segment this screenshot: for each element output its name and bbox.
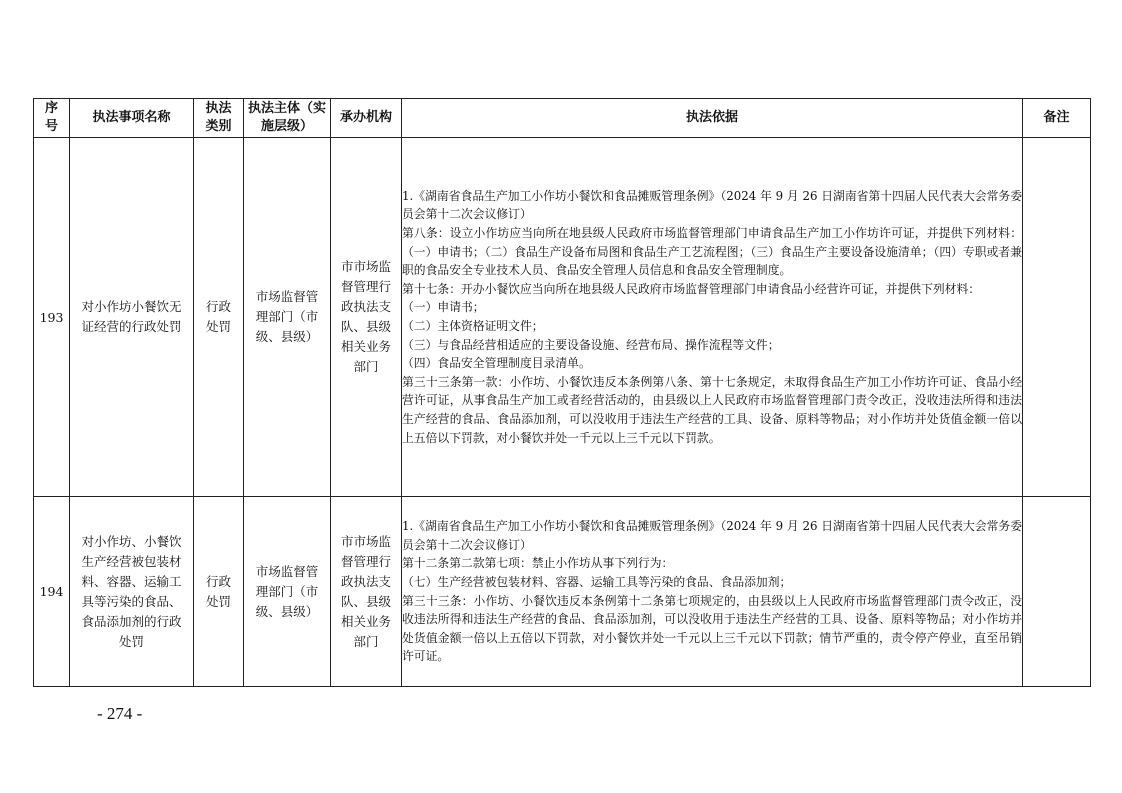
basis-line: 第八条：设立小作坊应当向所在地县级人民政府市场监督管理部门申请食品生产加工小作坊许可证，并提供下列材料：（一）申请书；（二）食品生产设备布局图和食品生产工艺流程图；（三）食品生产主要设备设施清单；（四）专职或者兼职的食品安全专业技术人员、食品安全管理人员信息和食品安全管理制度。	[402, 226, 1022, 278]
basis-line: （二）主体资格证明文件；	[402, 319, 544, 333]
row-basis	[402, 497, 1023, 687]
row-seq: 193	[34, 138, 70, 497]
header-org: 承办机构	[331, 99, 402, 138]
row-item-name: 对小作坊、小餐饮生产经营被包装材料、容器、运输工具等污染的食品、食品添加剂的行政处罚	[70, 497, 194, 687]
basis-line: （七）生产经营被包装材料、容器、运输工具等污染的食品、食品添加剂；	[402, 574, 792, 589]
basis-line: （四）食品安全管理制度目录清单。	[402, 356, 591, 371]
row-item-name: 对小作坊小餐饮无证经营的行政处罚	[70, 138, 194, 497]
row-seq: 194	[34, 497, 70, 687]
row-type: 行政处罚	[194, 497, 244, 687]
row-org: 市市场监督管理行政执法支队、县级相关业务部门	[331, 138, 402, 497]
basis-line: 第十二条第二款第七项：禁止小作坊从事下列行为：	[402, 556, 674, 571]
basis-line: （一）申请书；	[402, 300, 485, 315]
header-item-name: 执法事项名称	[70, 99, 194, 138]
table-row	[34, 138, 1091, 497]
basis-line: 1.《湖南省食品生产加工小作坊小餐饮和食品摊贩管理条例》（2024 年 9 月 26 日湖南省第十四届人民代表大会常务委员会第十二次会议修订）	[402, 519, 1022, 552]
row-remark	[1023, 138, 1091, 497]
basis-line: 1.《湖南省食品生产加工小作坊小餐饮和食品摊贩管理条例》（2024 年 9 月 26 日湖南省第十四届人民代表大会常务委员会第十二次会议修订）	[402, 188, 1022, 222]
row-org: 市市场监督管理行政执法支队、县级相关业务部门	[331, 497, 402, 687]
row-subject: 市场监督管理部门（市级、县级）	[244, 138, 331, 497]
row-subject: 市场监督管理部门（市级、县级）	[244, 497, 331, 687]
basis-line: 第三十三条第一款：小作坊、小餐饮违反本条例第八条、第十七条规定，未取得食品生产加工小作坊许可证、食品小经营许可证，从事食品生产加工或者经营活动的，由县级以上人民政府市场监督管理部门责令改正，没收违法所得和违法生产经营的食品、食品添加剂，可以没收用于违法生产经营的工具、设备、原料等物品；对小作坊并处货值金额一倍以上五倍以下罚款，对小餐饮并处一千元以上三千元以下罚款。	[402, 374, 1022, 445]
table-row	[34, 497, 1091, 687]
header-basis: 执法依据	[402, 99, 1023, 138]
header-row	[34, 99, 1091, 138]
basis-line: （三）与食品经营相适应的主要设备设施、经营布局、操作流程等文件；	[402, 337, 780, 352]
header-type: 执法类别	[194, 99, 244, 138]
page-number: - 274 -	[97, 704, 143, 723]
row-remark	[1023, 497, 1091, 687]
law-enforcement-table	[33, 98, 1091, 687]
header-remark: 备注	[1023, 99, 1091, 138]
row-basis	[402, 138, 1023, 497]
row-type: 行政处罚	[194, 138, 244, 497]
header-subject: 执法主体（实施层级）	[244, 99, 331, 138]
basis-line: 第十七条：开办小餐饮应当向所在地县级人民政府市场监督管理部门申请食品小经营许可证，并提供下列材料：	[402, 281, 981, 296]
header-seq: 序号	[34, 99, 70, 138]
basis-line: 第三十三条：小作坊、小餐饮违反本条例第十二条第七项规定的，由县级以上人民政府市场监督管理部门责令改正，没收违法所得和违法生产经营的食品、食品添加剂，可以没收用于违法生产经营的工具、设备、原料等物品；对小作坊并处货值金额一倍以上五倍以下罚款，对小餐饮并处一千元以上三千元以下罚款；情节严重的，责令停产停业，直至吊销许可证。	[402, 593, 1022, 664]
